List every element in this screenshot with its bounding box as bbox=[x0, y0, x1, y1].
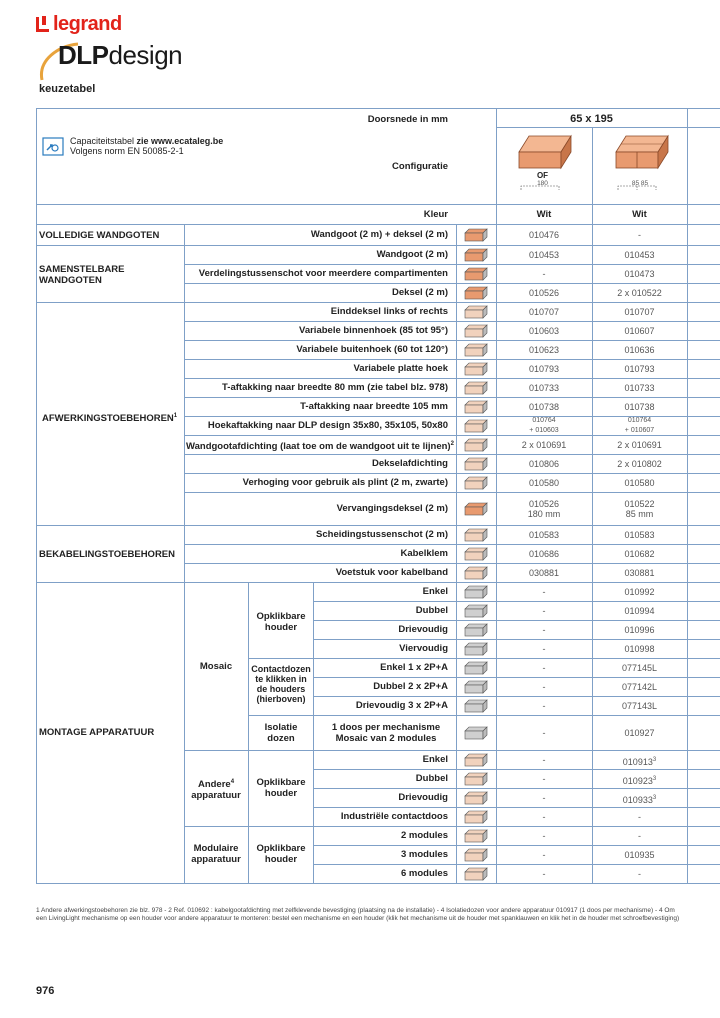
value-cell-a: - bbox=[542, 662, 546, 673]
product-thumbnail-icon bbox=[463, 680, 489, 694]
value-cell-a: - bbox=[542, 792, 546, 803]
row-label: Wandgoot (2 m) bbox=[376, 248, 448, 260]
value-cell-b: 2 x 010802 bbox=[617, 458, 662, 469]
value-cell-a: - bbox=[542, 754, 546, 765]
value-cell-a: - bbox=[542, 811, 546, 822]
product-thumbnail-icon bbox=[463, 791, 489, 805]
product-thumbnail-icon bbox=[463, 772, 489, 786]
product-thumbnail-icon bbox=[463, 419, 489, 433]
value-cell-b: 010764 + 010607 bbox=[624, 416, 655, 434]
info-line-2: Volgens norm EN 50085-2-1 bbox=[70, 146, 184, 156]
product-thumbnail-icon bbox=[463, 267, 489, 281]
row-label: Dekselafdichting bbox=[371, 457, 448, 469]
sub-opklikbare-3: Opklikbare houder bbox=[256, 843, 306, 865]
value-cell-a: 030881 bbox=[528, 567, 560, 578]
page-subtitle: keuzetabel bbox=[39, 83, 96, 95]
row-label: Hoekaftakking naar DLP design 35x80, 35x105, 50x80 bbox=[207, 419, 448, 431]
row-label: Dubbel bbox=[415, 604, 448, 616]
value-cell-b: 010473 bbox=[624, 268, 655, 279]
product-thumbnail-icon bbox=[463, 528, 489, 542]
row-label: Enkel bbox=[422, 753, 448, 765]
row-label: Viervoudig bbox=[399, 642, 448, 654]
value-cell-b: 010738 bbox=[624, 401, 655, 412]
row-label: Verhoging voor gebruik als plint (2 m, zwarte) bbox=[242, 476, 448, 488]
value-cell-b: 010636 bbox=[624, 344, 655, 355]
product-thumbnail-icon bbox=[463, 829, 489, 843]
value-cell-b: 010992 bbox=[624, 586, 655, 597]
page-number: 976 bbox=[36, 985, 55, 997]
value-cell-a: 010583 bbox=[528, 529, 560, 540]
web-link-icon bbox=[42, 137, 66, 157]
value-cell-b: 010733 bbox=[624, 382, 655, 393]
value-cell-b: 010583 bbox=[624, 529, 655, 540]
value-cell-a: 010764 + 010603 bbox=[529, 416, 559, 434]
value-cell-b: - bbox=[638, 830, 641, 841]
row-label: 2 modules bbox=[401, 829, 448, 841]
product-thumbnail-icon bbox=[463, 324, 489, 338]
product-thumbnail-icon bbox=[463, 476, 489, 490]
row-label: Industriële contactdoos bbox=[340, 810, 448, 822]
row-label: Drievoudig bbox=[398, 791, 448, 803]
value-cell-a: - bbox=[542, 868, 546, 879]
product-title bbox=[58, 40, 182, 71]
value-cell-b: 010707 bbox=[624, 306, 655, 317]
legrand-logo-mark bbox=[36, 17, 49, 32]
value-cell-a: 010526 180 mm bbox=[527, 498, 561, 519]
row-label: 1 doos per mechanisme Mosaic van 2 modules bbox=[331, 721, 441, 744]
value-cell-a: - bbox=[542, 605, 546, 616]
value-cell-b: 010994 bbox=[624, 605, 655, 616]
value-cell-a: 010603 bbox=[528, 325, 560, 336]
value-cell-a: - bbox=[542, 268, 546, 279]
config-a-dim: 180 bbox=[537, 180, 548, 187]
value-cell-a: 010453 bbox=[528, 249, 560, 260]
row-label: Scheidingstussenschot (2 m) bbox=[316, 528, 448, 540]
product-thumbnail-icon bbox=[463, 566, 489, 580]
duct-double-compartment-image bbox=[612, 130, 672, 200]
product-thumbnail-icon bbox=[463, 228, 489, 242]
config-b-dim: 85 85 bbox=[631, 180, 649, 187]
product-thumbnail-icon bbox=[463, 343, 489, 357]
info-line-1: Capaciteitstabel zie www.ecataleg.be bbox=[70, 136, 224, 146]
value-cell-a: 010806 bbox=[528, 458, 560, 469]
row-label: Wandgootafdichting (laat toe om de wandgoot uit te lijnen)$^2$ bbox=[186, 440, 454, 452]
product-thumbnail-icon bbox=[463, 699, 489, 713]
product-thumbnail-icon bbox=[463, 810, 489, 824]
value-cell-a: - bbox=[542, 681, 546, 692]
row-label: Kabelklem bbox=[400, 547, 448, 559]
product-thumbnail-icon bbox=[463, 286, 489, 300]
header-doorsnede: Doorsnede in mm bbox=[367, 114, 448, 125]
value-cell-b: 010923$^3$ bbox=[622, 775, 657, 786]
header-kleur: Kleur bbox=[423, 209, 448, 220]
value-cell-a: 010733 bbox=[528, 382, 560, 393]
value-cell-b: 010913$^3$ bbox=[622, 756, 657, 767]
value-cell-a: - bbox=[542, 700, 546, 711]
value-cell-a: 010686 bbox=[528, 548, 560, 559]
value-cell-b: 010793 bbox=[624, 363, 655, 374]
value-cell-b: 010522 85 mm bbox=[624, 498, 655, 519]
product-prefix: DLP bbox=[58, 40, 109, 70]
product-thumbnail-icon bbox=[463, 753, 489, 767]
value-cell-b: - bbox=[638, 868, 641, 879]
value-cell-a: 2 x 010691 bbox=[521, 439, 567, 450]
value-cell-a: - bbox=[542, 849, 546, 860]
value-cell-b: 010998 bbox=[624, 643, 655, 654]
group-volledige: VOLLEDIGE WANDGOTEN bbox=[39, 230, 160, 241]
header-configuratie: Configuratie bbox=[392, 161, 448, 172]
value-cell-b: 010933$^3$ bbox=[622, 794, 657, 805]
sub-opklikbare-2: Opklikbare houder bbox=[256, 777, 306, 799]
value-cell-a: - bbox=[542, 624, 546, 635]
value-cell-a: 010738 bbox=[528, 401, 560, 412]
value-cell-b: 2 x 010522 bbox=[617, 287, 662, 298]
group-samenstelbare: SAMENSTELBARE WANDGOTEN bbox=[39, 264, 125, 286]
row-label: Vervangingsdeksel (2 m) bbox=[336, 502, 448, 514]
row-label: 6 modules bbox=[401, 867, 448, 879]
value-cell-b: 077142L bbox=[621, 681, 658, 692]
value-cell-a: - bbox=[542, 773, 546, 784]
row-label: Dubbel 2 x 2P+A bbox=[373, 680, 448, 692]
value-cell-a: 010580 bbox=[528, 477, 560, 488]
value-cell-b: 077143L bbox=[621, 700, 658, 711]
sub-isolatie: Isolatie dozen bbox=[264, 722, 298, 744]
value-cell-b: 030881 bbox=[624, 567, 655, 578]
value-cell-b: 010996 bbox=[624, 624, 655, 635]
sub-modulaire: Modulaire apparatuur bbox=[191, 843, 241, 865]
product-thumbnail-icon bbox=[463, 400, 489, 414]
sub-contactdozen: Contactdozen te klikken in de houders (hierboven) bbox=[251, 664, 311, 704]
product-thumbnail-icon bbox=[463, 438, 489, 452]
value-cell-a: - bbox=[542, 830, 546, 841]
product-thumbnail-icon bbox=[463, 502, 489, 516]
product-thumbnail-icon bbox=[463, 305, 489, 319]
product-thumbnail-icon bbox=[463, 623, 489, 637]
value-cell-b: - bbox=[638, 229, 641, 240]
value-cell-b: 010927 bbox=[624, 727, 655, 738]
row-label: Dubbel bbox=[415, 772, 448, 784]
row-label: Deksel (2 m) bbox=[392, 286, 448, 298]
row-label: 3 modules bbox=[401, 848, 448, 860]
product-thumbnail-icon bbox=[463, 457, 489, 471]
value-cell-b: - bbox=[638, 811, 641, 822]
product-thumbnail-icon bbox=[463, 585, 489, 599]
row-label: Drievoudig 3 x 2P+A bbox=[355, 699, 448, 711]
value-cell-a: 010793 bbox=[528, 363, 560, 374]
value-cell-a: 010623 bbox=[528, 344, 560, 355]
value-cell-b: 2 x 010691 bbox=[617, 439, 662, 450]
product-suffix: design bbox=[108, 40, 183, 70]
row-label: Einddeksel links of rechts bbox=[330, 305, 448, 317]
row-label: Variabele buitenhoek (60 tot 120°) bbox=[296, 343, 448, 355]
row-label: Enkel 1 x 2P+A bbox=[380, 661, 448, 673]
sub-andere: Andere$^4$ apparatuur bbox=[191, 779, 241, 802]
product-thumbnail-icon bbox=[463, 604, 489, 618]
value-cell-b: 010607 bbox=[624, 325, 655, 336]
product-thumbnail-icon bbox=[463, 867, 489, 881]
product-thumbnail-icon bbox=[463, 848, 489, 862]
value-cell-a: 010707 bbox=[528, 306, 560, 317]
color-a: Wit bbox=[536, 209, 552, 220]
value-cell-b: 010935 bbox=[624, 849, 655, 860]
value-cell-b: 010580 bbox=[624, 477, 655, 488]
product-thumbnail-icon bbox=[463, 726, 489, 740]
value-cell-b: 077145L bbox=[621, 662, 658, 673]
product-thumbnail-icon bbox=[463, 381, 489, 395]
product-thumbnail-icon bbox=[463, 642, 489, 656]
footnotes: 1 Andere afwerkingstoebehoren zie blz. 978 - 2 Ref. 010692 : kabelgootafdichting met zelfklevende bevestiging (plaatsing na de installatie) - 4 Isolatiedozen voor andere apparatuur 010917 (1 doos per mechanisme) - 4 Om een LivingLight mechanisme op een houder voor andere apparatuur te monteren: bestel een mechanisme en een houder (klik het mechanisme uit de houder met spanklauwen en klik het in de houder met schroefbevestiging) bbox=[36, 907, 680, 922]
sub-mosaic: Mosaic bbox=[199, 661, 233, 672]
row-label: T-aftakking naar breedte 105 mm bbox=[300, 400, 448, 412]
header-size: 65 x 195 bbox=[570, 113, 613, 125]
row-label: Drievoudig bbox=[398, 623, 448, 635]
value-cell-b: 010682 bbox=[624, 548, 655, 559]
value-cell-a: 010476 bbox=[528, 229, 560, 240]
row-label: Verdelingstussenschot voor meerdere compartimenten bbox=[198, 267, 448, 279]
row-label: T-aftakking naar breedte 80 mm (zie tabel blz. 978) bbox=[222, 381, 448, 393]
value-cell-a: - bbox=[542, 727, 546, 738]
brand-logo: legrand bbox=[53, 13, 122, 35]
product-thumbnail-icon bbox=[463, 547, 489, 561]
value-cell-a: - bbox=[542, 643, 546, 654]
product-thumbnail-icon bbox=[463, 661, 489, 675]
color-b: Wit bbox=[632, 209, 647, 220]
value-cell-a: 010526 bbox=[528, 287, 560, 298]
product-thumbnail-icon bbox=[463, 248, 489, 262]
group-afwerking: AFWERKINGSTOEBEHOREN$^1$ bbox=[42, 413, 178, 425]
duct-single-compartment-image bbox=[515, 130, 575, 200]
sub-opklikbare-1: Opklikbare houder bbox=[256, 611, 306, 633]
row-label: Wandgoot (2 m) + deksel (2 m) bbox=[310, 228, 448, 240]
group-bekabeling: BEKABELINGSTOEBEHOREN bbox=[39, 549, 176, 560]
group-montage: MONTAGE APPARATUUR bbox=[39, 727, 155, 738]
row-label: Variabele binnenhoek (85 tot 95°) bbox=[299, 324, 448, 336]
value-cell-a: - bbox=[542, 586, 546, 597]
row-label: Variabele platte hoek bbox=[353, 362, 448, 374]
config-a-label: OF bbox=[536, 171, 549, 180]
product-thumbnail-icon bbox=[463, 362, 489, 376]
row-label: Voetstuk voor kabelband bbox=[335, 566, 448, 578]
value-cell-b: 010453 bbox=[624, 249, 655, 260]
row-label: Enkel bbox=[422, 585, 448, 597]
